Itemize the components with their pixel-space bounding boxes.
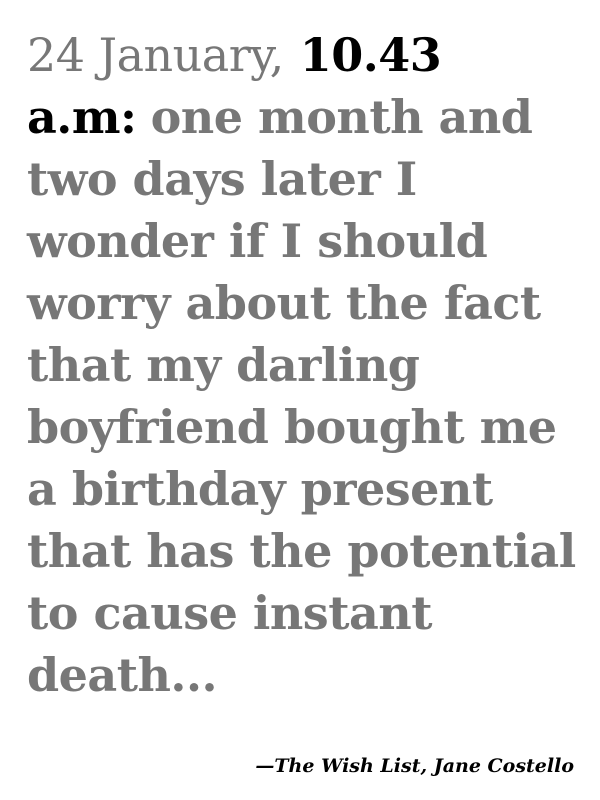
- quote-passage: [27, 24, 587, 706]
- quote-text-line: to cause instant: [27, 586, 432, 640]
- quote-text-line: that has the potential: [27, 524, 576, 578]
- quote-text-line: boyfriend bought me: [27, 400, 557, 454]
- attribution: —The Wish List, Jane Costello: [255, 755, 574, 777]
- quote-text-line: one month and: [150, 90, 533, 144]
- quote-time-suffix: a.m:: [27, 90, 137, 144]
- quote-text-line: wonder if I should: [27, 214, 488, 268]
- quote-text-line: two days later I: [27, 152, 417, 206]
- quote-line-2: [27, 86, 587, 148]
- quote-line-1: [27, 24, 587, 86]
- quote-text-line: worry about the fact: [27, 276, 541, 330]
- quote-time: 10.43: [299, 28, 442, 82]
- quote-text-line: death...: [27, 648, 217, 702]
- quote-date: 24 January,: [27, 28, 284, 82]
- quote-text-line: a birthday present: [27, 462, 493, 516]
- quote-text-line: that my darling: [27, 338, 420, 392]
